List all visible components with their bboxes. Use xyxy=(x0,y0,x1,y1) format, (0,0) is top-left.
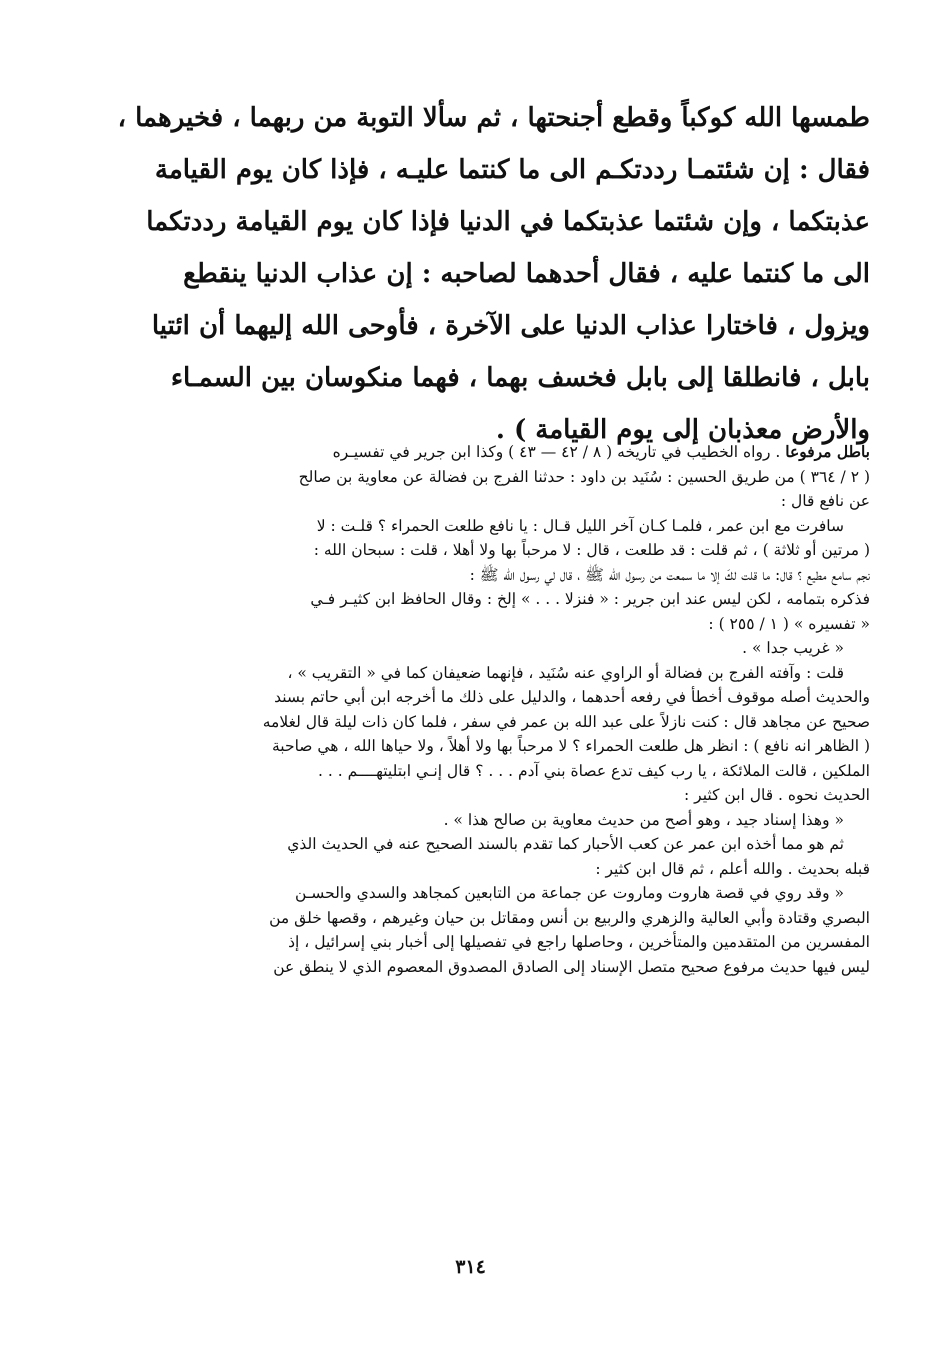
main-text-line: طمسها الله كوكباً وقطع أجنحتها ، ثم سألا التوبة من ربهما ، فخيرهما ، xyxy=(117,103,870,133)
main-text-line: عذبتكما ، وإن شئتما عذبتكما في الدنيا فإذا كان يوم القيامة رددتكما xyxy=(146,207,870,237)
main-text-line: والأرض معذبان إلى يوم القيامة ) . xyxy=(495,415,870,445)
commentary-line: فذكره بتمامه ، لكن ليس عند ابن جرير : « فنزلا . . . » إلخ : وقال الحافظ ابن كثيـر فـي xyxy=(310,590,870,608)
commentary-line: ثم هو مما أخذه ابن عمر عن كعب الأحبار كما تقدم بالسند الصحيح عنه في الحديث الذي xyxy=(287,835,844,853)
quote-line: « وقد روي في قصة هاروت وماروت عن جماعة من التابعين كمجاهد والسدي والحسـن xyxy=(294,884,844,902)
page-number: ٣١٤ xyxy=(455,1256,486,1278)
main-text-line: بابل ، فانطلقا إلى بابل فخسف بهما ، فهما منكوسان بين السمـاء xyxy=(170,363,870,393)
main-text-line: الى ما كنتما عليه ، فقال أحدهما لصاحبه : إن عذاب الدنيا ينقطع xyxy=(183,259,870,289)
commentary-text: . رواه الخطيب في تاريخه ( ٨ / ٤٢ — ٤٣ ) وكذا ابن جرير في تفسيـره xyxy=(332,443,781,461)
quoted-hadith-line: نجم سامع مطيع ؟ قال: ما قلت لكَ إلا ما سمعت من رسول الله ﷺ ، قال لي رسول الله ﷺ : xyxy=(469,565,870,584)
quote-line: البصري وقتادة وأبي العالية والزهري والربيع بن أنس ومقاتل بن حيان وغيرهم ، وقصها خلق من xyxy=(269,908,870,927)
commentary-line: ( الظاهر انه نافع ) : انظر هل طلعت الحمراء ؟ لا مرحباً بها ولا أهلاً ، ولا حياها الله ، هي صاحبة xyxy=(272,737,870,755)
verdict-label: باطل مرفوعا xyxy=(785,442,870,461)
commentary-line xyxy=(70,440,870,465)
quoted-hadith-line: سافرت مع ابن عمر ، فلمـا كـان آخر الليل قـال : يا نافع طلعت الحمراء ؟ قلـت : لا xyxy=(316,516,844,535)
quoted-hadith-line: ( مرتين أو ثلاثة ) ، ثم قلت : قد طلعت ، قال : لا مرحباً بها ولا أهلا ، قلت : سبحان الله : xyxy=(313,541,870,559)
commentary-line: قبله بحديث . والله أعلم ، ثم قال ابن كثير : xyxy=(595,859,870,878)
quote-line: « وهذا إسناد جيد ، وهو أصح من حديث معاوية بن صالح هذا » . xyxy=(443,810,844,829)
commentary-line: عن نافع قال : xyxy=(780,492,870,510)
commentary-line: والحديث أصله موقوف أخطأ في رفعه أحدهما ، والدليل على ذلك ما أخرجه ابن أبي حاتم بسند xyxy=(274,688,870,706)
commentary-line: صحيح عن مجاهد قال : كنت نازلاً على عبد الله بن عمر في سفر ، فلما كان ذات ليلة قال لغلامه xyxy=(262,712,870,731)
quote-line: المفسرين من المتقدمين والمتأخرين ، وحاصلها راجع في تفصيلها إلى أخبار بني إسرائيل ، إذ xyxy=(288,933,870,951)
quote-line: « غريب جدا » . xyxy=(742,639,844,657)
commentary-line: قلت : وآفته الفرج بن فضالة أو الراوي عنه سُنَيد ، فإنهما ضعيفان كما في « التقريب » ، xyxy=(287,663,844,682)
commentary-line: الملكين ، قالت الملائكة ، يا رب كيف تدع عصاة بني آدم . . . ؟ قال إنـي ابتليتهــــم . . . xyxy=(318,761,870,780)
main-text xyxy=(70,92,870,456)
main-text-line: فقال : إن شئتمـا رددتكـم الى ما كنتما عليـه ، فإذا كان يوم القيامة xyxy=(154,155,870,185)
commentary-line: الحديث نحوه . قال ابن كثير : xyxy=(684,786,870,804)
commentary xyxy=(70,440,870,979)
main-text-line: ويزول ، فاختارا عذاب الدنيا على الآخرة ، فأوحى الله إليهما أن ائتيا xyxy=(151,311,870,341)
commentary-line: ( ٢ / ٣٦٤ ) من طريق الحسين : سُنَيد بن داود : حدثنا الفرج بن فضالة عن معاوية بن صالح xyxy=(298,467,870,486)
commentary-line: « تفسيره » ( ١ / ٢٥٥ ) : xyxy=(708,614,870,633)
quote-line: ليس فيها حديث مرفوع صحيح متصل الإسناد إلى الصادق المصدوق المعصوم الذي لا ينطق عن xyxy=(273,957,870,976)
